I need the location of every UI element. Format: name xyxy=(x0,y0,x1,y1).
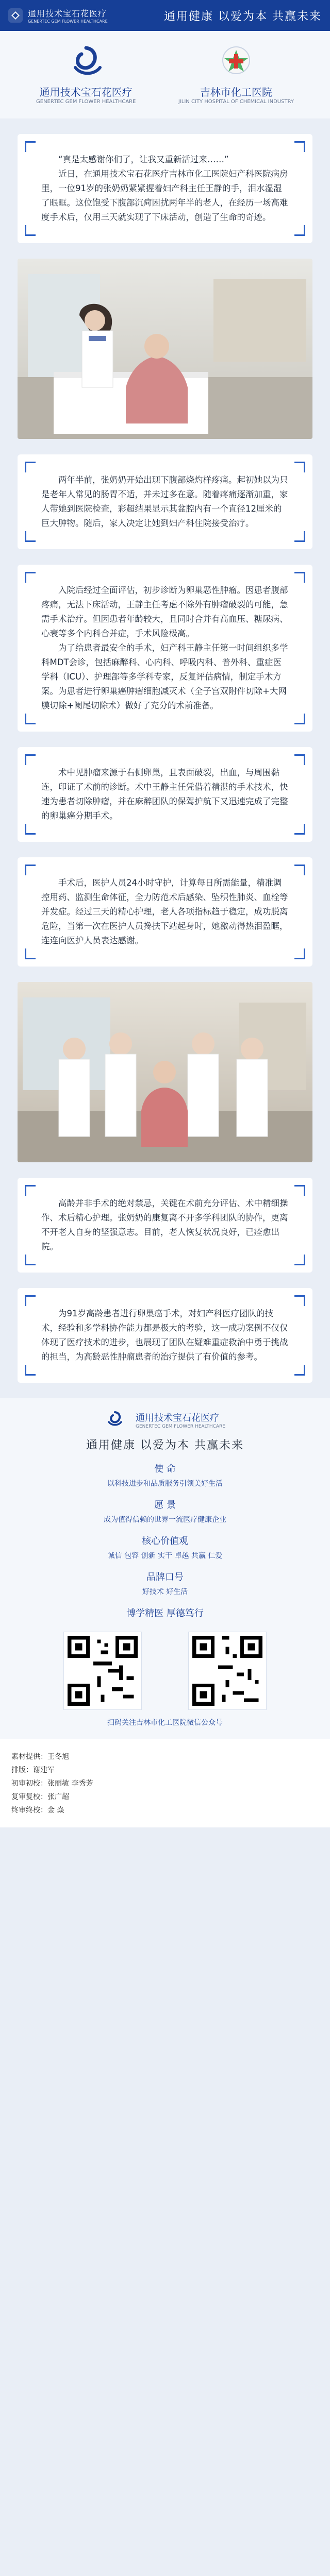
qr-code-left[interactable] xyxy=(63,1632,142,1710)
footer-brand-en: GENERTEC GEM FLOWER HEALTHCARE xyxy=(136,1424,225,1429)
credit-line-2: 排版：谢建军 xyxy=(11,1766,55,1774)
credit-line-4: 复审复校：张广超 xyxy=(11,1793,69,1801)
article-card-5 xyxy=(18,857,312,967)
motto: 博学精医 厚德笃行 xyxy=(126,1608,204,1619)
gem-flower-icon xyxy=(64,45,108,81)
mission-title: 使 命 xyxy=(154,1464,176,1475)
article-paragraph-6: 手术后，医护人员24小时守护，计算每日所需能量，精准调控用药、监测生命体征，全力防范术后感染、坠积性肺炎、血栓等并发症。经过三天的精心护理，老人各项指标趋于稳定，成功脱离危险，当第一次在医护人员搀扶下站起身时，她激动得热泪盈眶，连连向医护人员表达感谢。 xyxy=(41,878,288,945)
article-card-1 xyxy=(18,134,312,243)
credit-line-3: 初审初校：张丽敏 李秀芳 xyxy=(11,1780,93,1788)
top-brand xyxy=(8,7,163,24)
article-card-2 xyxy=(18,454,312,549)
mission-text: 以科技进步和品质服务引领美好生活 xyxy=(107,1480,223,1488)
values-text: 诚信 包容 创新 实干 卓越 共赢 仁爱 xyxy=(107,1552,223,1560)
right-logo-subtitle: JILIN CITY HOSPITAL OF CHEMICAL INDUSTRY xyxy=(178,99,294,105)
values-title: 核心价值观 xyxy=(142,1536,188,1547)
footer-brand-name: 通用技术宝石花医疗 xyxy=(136,1413,219,1423)
article-paragraph-2: 两年半前，张奶奶开始出现下腹部烧灼样疼痛。起初她以为只是老年人常见的肠胃不适，并未过多在意。随着疼痛逐渐加重，家人带她到医院检查，彩超结果显示其盆腔内有一个直径12厘米的巨大肿物。随后，家人决定让她到妇产科住院接受治疗。 xyxy=(41,475,288,528)
qr-caption: 扫码关注吉林市化工医院微信公众号 xyxy=(107,1719,223,1727)
article-card-6 xyxy=(18,1178,312,1273)
qr-code-right[interactable] xyxy=(188,1632,267,1710)
footer-slogan: 通用健康 以爱为本 共赢未来 xyxy=(86,1439,244,1452)
right-logo-title: 吉林市化工医院 xyxy=(200,86,272,98)
article-paragraph-8: 为91岁高龄患者进行卵巢癌手术，对妇产科医疗团队的技术，经验和多学科协作能力都是极大的考验，这一成功案例不仅仅体现了医疗技术的进步，也展现了团队在疑难重症救治中勇于挑战的担当，为高龄恶性肿瘤患者的治疗提供了有价值的参考。 xyxy=(41,1309,288,1362)
team-photo xyxy=(18,982,312,1162)
left-logo xyxy=(36,45,136,105)
top-brand-name: 通用技术宝石花医疗 xyxy=(28,9,107,19)
slogan-text: 好技术 好生活 xyxy=(142,1588,188,1596)
article-quote: “真是太感谢你们了，让我又重新活过来……” xyxy=(58,155,229,164)
top-slogan: 通用健康 以爱为本 共赢未来 xyxy=(164,10,322,23)
left-logo-subtitle: GENERTEC GEM FLOWER HEALTHCARE xyxy=(36,99,136,105)
article-card-7 xyxy=(18,1288,312,1383)
ward-photo xyxy=(18,259,312,439)
credit-line-5: 终审终校：金 焱 xyxy=(11,1806,64,1815)
right-logo xyxy=(178,45,294,105)
article-paragraph-7: 高龄并非手术的绝对禁忌，关键在术前充分评估、术中精细操作、术后精心护理。张奶奶的康复离不开多学科团队的协作，更离不开老人自身的坚强意志。目前，老人恢复状况良好，已痊愈出院。 xyxy=(41,1198,288,1251)
left-logo-title: 通用技术宝石花医疗 xyxy=(39,86,133,98)
vision-title: 愿 景 xyxy=(154,1500,176,1511)
article-paragraph-3: 入院后经过全面评估，初步诊断为卵巢恶性肿瘤。因患者腹部疼痛，无法下床活动，王静主任考虑不除外有肿瘤破裂的可能，急需手术治疗。但因患者年龄较大，且同时合并有高血压、糖尿病、心衰等多个内科合并症，手术风险极高。 xyxy=(41,585,288,638)
gem-flower-logo-icon xyxy=(8,8,23,23)
logo-area xyxy=(0,31,330,118)
top-header xyxy=(0,0,330,31)
top-brand-en: GENERTEC GEM FLOWER HEALTHCARE xyxy=(28,19,108,24)
credits xyxy=(0,1739,330,1827)
article-paragraph-1: 近日，在通用技术宝石花医疗吉林市化工医院妇产科医院病房里，一位91岁的张奶奶紧紧握着妇产科主任王静的手，泪水湿湿了眼眶。这位饱受下腹部沉疴困扰两年半的老人，在经历一场高难度手术后，仅用三天就实现了下床活动，创造了生命的奇迹。 xyxy=(41,169,288,222)
qr-codes xyxy=(0,1632,330,1710)
article-card-4 xyxy=(18,747,312,842)
footer-brand-row xyxy=(0,1411,330,1429)
footer xyxy=(0,1398,330,1827)
slogan-title: 品牌口号 xyxy=(146,1572,184,1583)
hospital-emblem-icon xyxy=(214,45,258,81)
vision-text: 成为值得信赖的世界一流医疗健康企业 xyxy=(104,1516,226,1524)
article-paragraph-4: 为了给患者最安全的手术，妇产科王静主任第一时间组织多学科MDT会诊，包括麻醉科、心内科、呼吸内科、普外科、重症医学科（ICU）、护理部等多学科专家，反复评估病情，制定手术方案。为患者进行卵巢癌肿瘤细胞减灭术（全子宫双附件切除+大网膜切除+阑尾切除术）做好了充分的术前准备。 xyxy=(41,643,288,710)
credit-line-1: 素材提供：王冬旭 xyxy=(11,1753,69,1761)
article-card-3 xyxy=(18,565,312,732)
article-paragraph-5: 术中见肿瘤来源于右侧卵巢，且表面破裂，出血，与周围黏连，印证了术前的诊断。术中王静主任凭借着精湛的手术技术，快速为患者切除肿瘤，并在麻醉团队的保驾护航下又迅速完成了完整的卵巢癌分期手术。 xyxy=(41,768,288,821)
footer-gem-flower-icon xyxy=(105,1411,125,1429)
